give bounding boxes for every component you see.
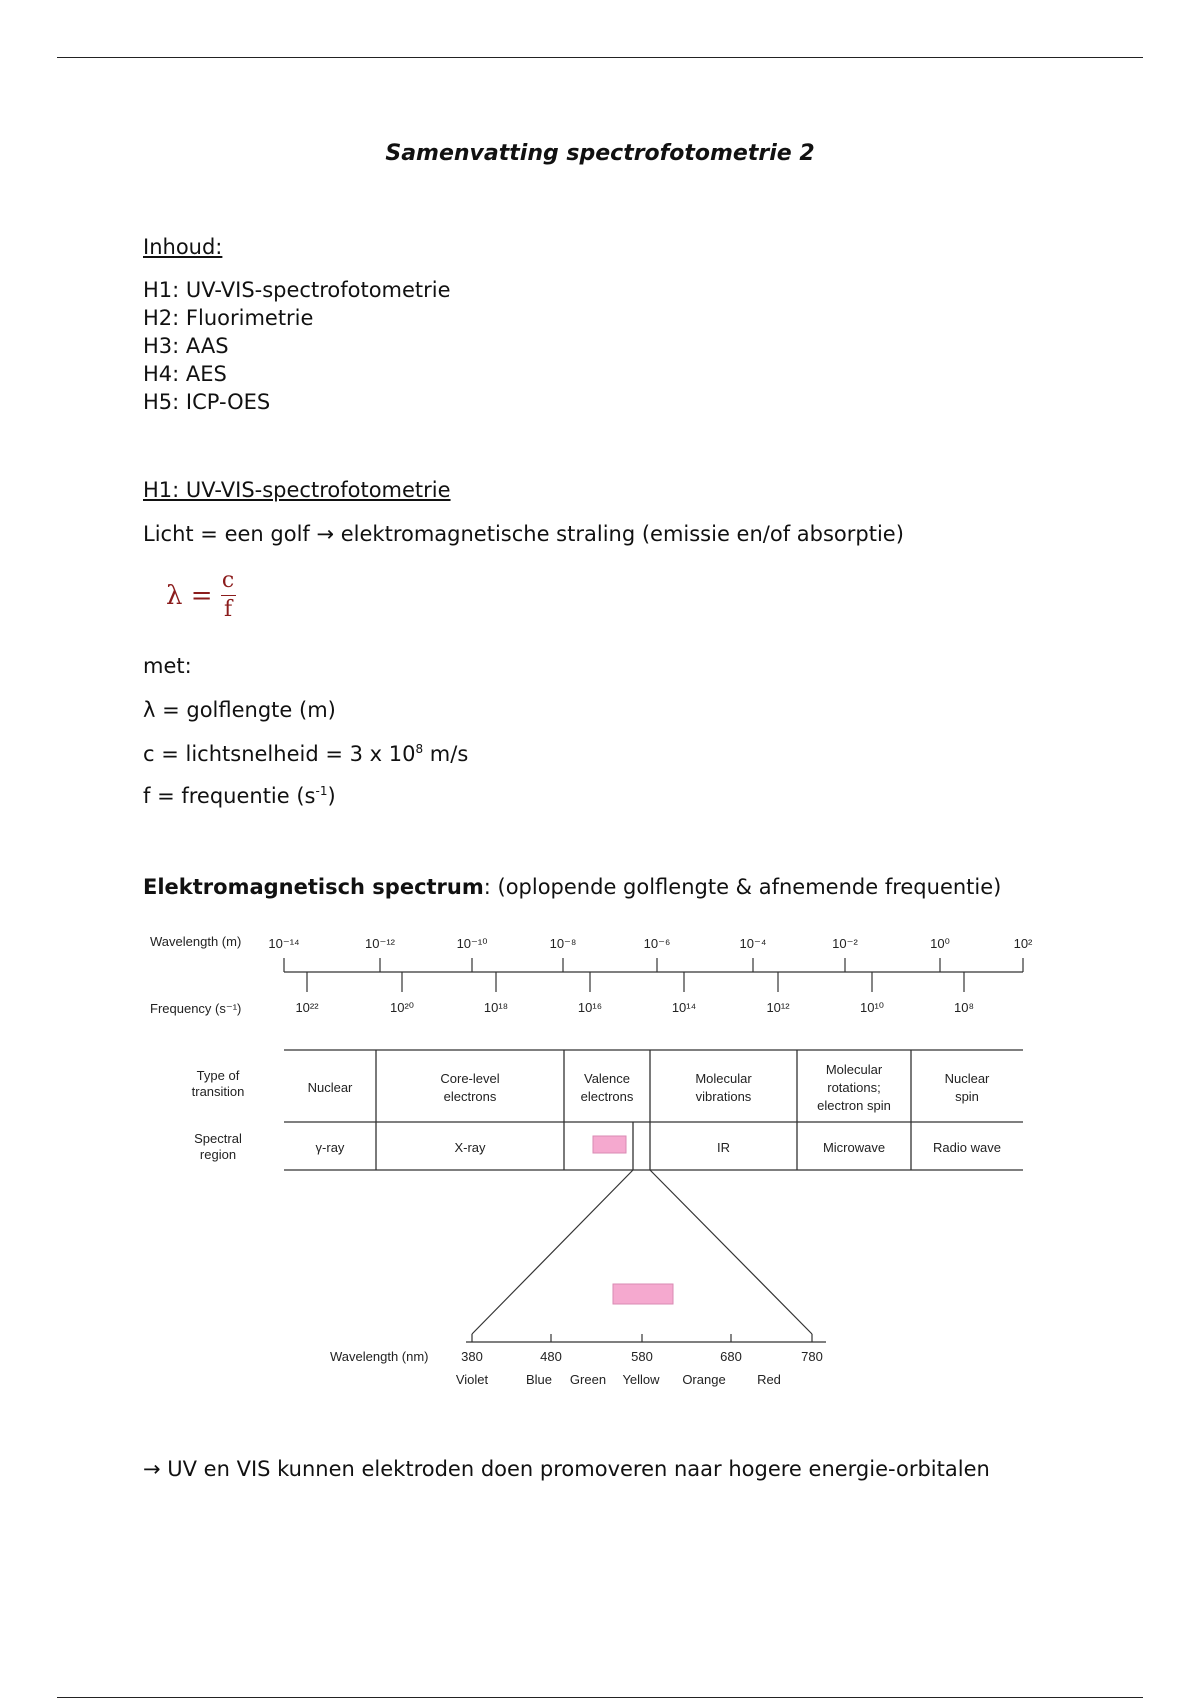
transition-cell-text: Nuclear [307, 1080, 353, 1095]
spectral-region-text: Radio wave [933, 1140, 1001, 1155]
wavelength-tick-label: 10⁻¹⁰ [456, 936, 488, 951]
spectral-region-label: region [199, 1147, 237, 1162]
frequency-tick-label: 10¹⁶ [577, 1000, 603, 1015]
frequency-tick-label: 10¹⁰ [859, 1000, 885, 1015]
section-heading: H1: UV-VIS-spectrofotometrie [143, 478, 451, 502]
spectral-region-text: Microwave [822, 1140, 886, 1155]
def-lambda: λ = golflengte (m) [143, 698, 336, 722]
color-label: Red [757, 1372, 781, 1387]
zoom-left-line [472, 1170, 633, 1334]
nm-tick-label: 780 [801, 1349, 823, 1364]
toc-item: H3: AAS [143, 334, 229, 358]
transition-cell-text: Molecular [825, 1062, 883, 1077]
nm-tick-label: 680 [720, 1349, 742, 1364]
nm-tick-label: 580 [631, 1349, 653, 1364]
wavelength-tick-label: 10⁻² [832, 936, 858, 951]
frequency-tick-label: 10¹² [766, 1000, 790, 1015]
spectral-region-text: γ-ray [315, 1140, 345, 1155]
toc-heading: Inhoud: [143, 235, 223, 259]
type-of-transition-label: transition [191, 1084, 245, 1099]
conclusion-line: → UV en VIS kunnen elektroden doen promoveren naar hogere energie-orbitalen [143, 1457, 990, 1481]
color-label: Blue [525, 1372, 553, 1387]
frequency-tick-label: 10²² [295, 1000, 319, 1015]
transition-cell-text: electrons [580, 1089, 634, 1104]
transition-cell-text: rotations; [827, 1080, 881, 1095]
wavelength-tick-label: 10⁻¹⁴ [268, 936, 300, 951]
met-label: met: [143, 654, 192, 678]
color-label: Violet [455, 1372, 489, 1387]
zoom-right-line [650, 1170, 812, 1334]
formula-denominator: f [223, 597, 233, 622]
wavelength-tick-label: 10² [1013, 936, 1033, 951]
toc-item: H1: UV-VIS-spectrofotometrie [143, 278, 451, 302]
nm-axis-label: Wavelength (nm) [330, 1349, 429, 1364]
transition-cell-text: spin [955, 1089, 979, 1104]
wavelength-formula [166, 570, 236, 621]
vis-highlight [613, 1284, 673, 1304]
bottom-rule [57, 1697, 1143, 1698]
wavelength-tick-label: 10⁻⁶ [643, 936, 671, 951]
uv-highlight [593, 1136, 626, 1153]
color-label: Green [569, 1372, 607, 1387]
wavelength-tick-label: 10⁻⁴ [739, 936, 767, 951]
toc-item: H2: Fluorimetrie [143, 306, 314, 330]
type-of-transition-label: Type of [196, 1068, 240, 1083]
wavelength-axis-label: Wavelength (m) [150, 934, 242, 949]
frequency-axis-label: Frequency (s⁻¹) [150, 1001, 242, 1016]
spectral-region-text: IR [717, 1140, 730, 1155]
frequency-tick-label: 10⁸ [954, 1000, 974, 1015]
nm-tick-label: 380 [461, 1349, 483, 1364]
toc-item: H5: ICP-OES [143, 390, 271, 414]
transition-cell-text: electrons [443, 1089, 497, 1104]
toc-item: H4: AES [143, 362, 227, 386]
formula-fraction [221, 570, 236, 621]
spectral-region-label: Spectral [194, 1131, 242, 1146]
formula-lhs: λ = [166, 580, 213, 611]
light-definition: Licht = een golf → elektromagnetische straling (emissie en/of absorptie) [143, 522, 904, 546]
formula-numerator: c [221, 568, 235, 593]
spectrum-heading: Elektromagnetisch spectrum: (oplopende golflengte & afnemende frequentie) [143, 875, 1002, 899]
frequency-tick-label: 10²⁰ [389, 1000, 415, 1015]
wavelength-tick-label: 10⁰ [930, 936, 950, 951]
frequency-tick-label: 10¹⁸ [483, 1000, 509, 1015]
def-f: f = frequentie $(s^{-1})$ [143, 784, 336, 808]
transition-cell-text: electron spin [817, 1098, 891, 1113]
frequency-tick-label: 10¹⁴ [671, 1000, 697, 1015]
wavelength-tick-label: 10⁻¹² [365, 936, 395, 951]
transition-cell-text: Nuclear [944, 1071, 990, 1086]
transition-cell-text: Valence [583, 1071, 631, 1086]
transition-cell-text: Core-level [440, 1071, 500, 1086]
transition-cell-text: Molecular [695, 1071, 752, 1086]
nm-tick-label: 480 [540, 1349, 562, 1364]
top-rule [57, 57, 1143, 58]
wavelength-tick-label: 10⁻⁸ [549, 936, 577, 951]
color-label: Yellow [622, 1372, 660, 1387]
color-label: Orange [682, 1372, 726, 1387]
def-c: c = lichtsnelheid = 3 x $10^8$ m/s [143, 742, 469, 766]
spectral-region-text: X-ray [454, 1140, 486, 1155]
transition-cell-text: vibrations [695, 1089, 752, 1104]
page-title: Samenvatting spectrofotometrie 2 [385, 141, 815, 166]
